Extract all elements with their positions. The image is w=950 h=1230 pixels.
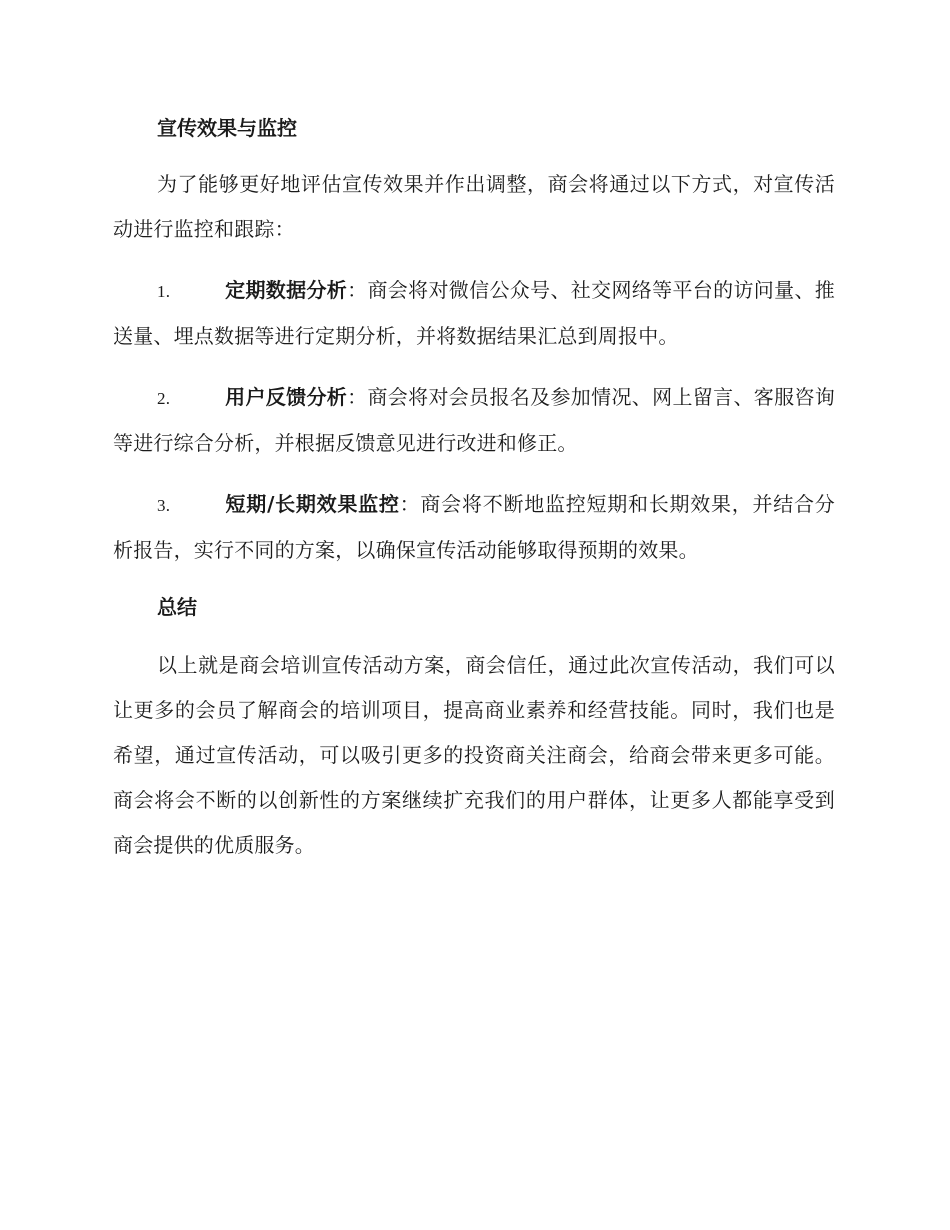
document-body [113,108,835,868]
list-item [113,375,835,466]
list-item-title: 定期数据分析 [225,278,348,302]
monitoring-intro-paragraph: 为了能够更好地评估宣传效果并作出调整，商会将通过以下方式，对宣传活动进行监控和跟踪： [113,172,835,241]
list-item-number: 1. [157,282,171,301]
list-item [113,268,835,359]
list-item-text: ：商会将对微信公众号、社交网络等平台的访问量、推送量、埋点数据等进行定期分析，并将数据结果汇总到周报中。 [113,278,835,348]
section-heading-monitoring: 宣传效果与监控 [157,116,297,140]
monitoring-method-list [113,268,835,573]
list-item-text: ：商会将不断地监控短期和长期效果，并结合分析报告，实行不同的方案，以确保宣传活动能够取得预期的效果。 [113,492,835,562]
section-heading-summary: 总结 [157,595,197,619]
list-item-title: 短期/长期效果监控 [225,492,400,516]
list-item-number: 2. [157,389,171,408]
list-item-title: 用户反馈分析 [225,385,348,409]
summary-paragraph: 以上就是商会培训宣传活动方案，商会信任，通过此次宣传活动，我们可以让更多的会员了解商会的培训项目，提高商业素养和经营技能。同时，我们也是希望，通过宣传活动，可以吸引更多的投资商关注商会，给商会带来更多可能。商会将会不断的以创新性的方案继续扩充我们的用户群体，让更多人都能享受到商会提供的优质服务。 [113,653,835,857]
list-item-number: 3. [157,496,171,515]
list-item [113,482,835,573]
list-item-text: ：商会将对会员报名及参加情况、网上留言、客服咨询等进行综合分析，并根据反馈意见进行改进和修正。 [113,385,835,455]
